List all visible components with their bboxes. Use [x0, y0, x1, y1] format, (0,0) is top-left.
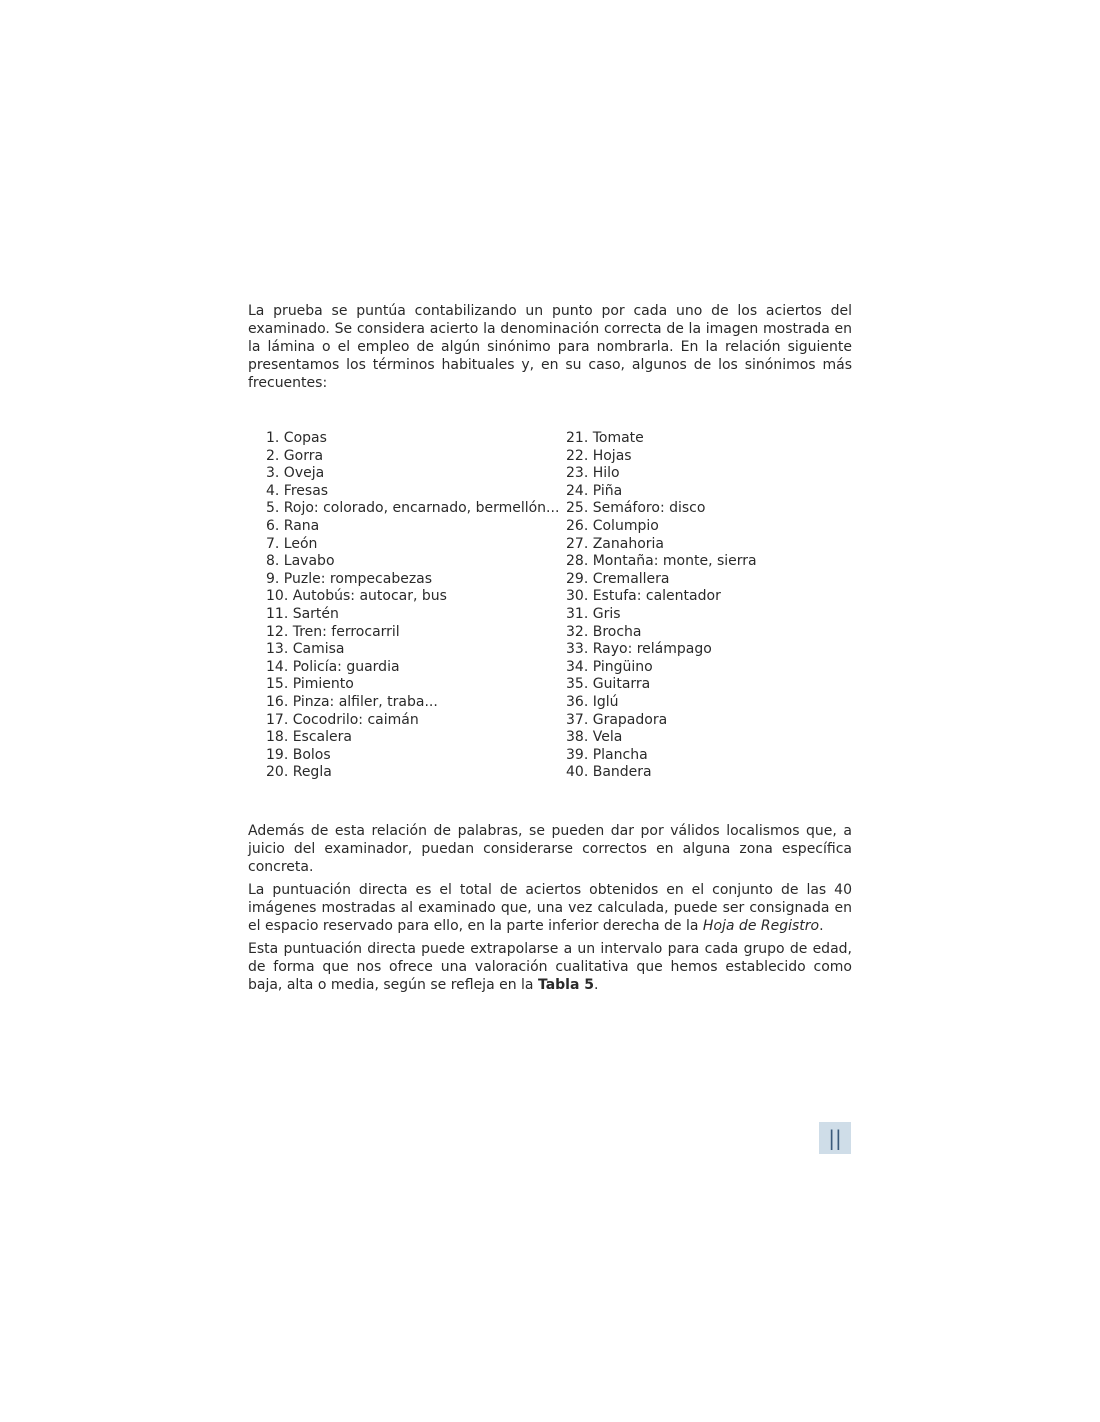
term-item: 5. Rojo: colorado, encarnado, bermellón...: [266, 500, 560, 517]
term-item: 28. Montaña: monte, sierra: [566, 553, 757, 570]
term-item: 2. Gorra: [266, 447, 324, 464]
intervalo-end: .: [594, 976, 599, 993]
page-number: ||: [828, 1126, 842, 1150]
term-item: 38. Vela: [566, 729, 623, 746]
term-item: 23. Hilo: [566, 465, 620, 482]
page-number-tab: [819, 1122, 851, 1154]
term-item: 9. Puzle: rompecabezas: [266, 570, 433, 587]
term-item: 7. León: [266, 535, 318, 552]
term-item: 11. Sartén: [266, 605, 339, 622]
puntuacion-paragraph: [248, 881, 852, 935]
term-item: 10. Autobús: autocar, bus: [266, 588, 447, 605]
term-item: 30. Estufa: calentador: [566, 588, 721, 605]
page-content: [248, 302, 852, 994]
term-item: 32. Brocha: [566, 623, 642, 640]
term-item: 19. Bolos: [266, 746, 331, 763]
intervalo-text: Esta puntuación directa puede extrapolarse a un intervalo para cada grupo de edad, de forma que nos ofrece una valoración cualitativa que hemos establecido como baja, alta o media, según se refleja en la: [248, 940, 852, 993]
term-item: 20. Regla: [266, 764, 332, 781]
puntuacion-end: .: [819, 917, 824, 934]
term-item: 29. Cremallera: [566, 570, 670, 587]
term-item: 8. Lavabo: [266, 553, 335, 570]
term-item: 40. Bandera: [566, 764, 652, 781]
term-item: 35. Guitarra: [566, 676, 651, 693]
term-item: 34. Pingüino: [566, 658, 653, 675]
term-item: 37. Grapadora: [566, 711, 668, 728]
localismos-paragraph: Además de esta relación de palabras, se pueden dar por válidos localismos que, a juicio del examinador, puedan considerarse correctos en alguna zona específica concreta.: [248, 822, 852, 875]
term-item: 12. Tren: ferrocarril: [266, 623, 400, 640]
term-item: 24. Piña: [566, 482, 623, 499]
terms-column-left: [266, 430, 566, 782]
term-item: 18. Escalera: [266, 729, 352, 746]
term-item: 33. Rayo: relámpago: [566, 641, 712, 658]
term-item: 22. Hojas: [566, 447, 632, 464]
term-item: 3. Oveja: [266, 465, 325, 482]
term-item: 31. Gris: [566, 605, 621, 622]
term-item: 21. Tomate: [566, 430, 644, 446]
term-item: 14. Policía: guardia: [266, 658, 400, 675]
term-item: 16. Pinza: alfiler, traba...: [266, 693, 438, 710]
term-item: 26. Columpio: [566, 517, 659, 534]
terms-column-right: [566, 430, 852, 782]
intro-paragraph: La prueba se puntúa contabilizando un punto por cada uno de los aciertos del examinado. Se considera acierto la denominación correcta de la imagen mostrada en la lámina o el empleo de algún sinónimo para nombrarla. En la relación siguiente presentamos los términos habituales y, en su caso, algunos de los sinónimos más frecuentes:: [248, 303, 852, 391]
term-item: 36. Iglú: [566, 693, 619, 710]
intervalo-paragraph: [248, 940, 852, 994]
term-item: 6. Rana: [266, 517, 320, 534]
term-item: 4. Fresas: [266, 482, 329, 499]
terms-list: [266, 430, 852, 782]
hoja-de-registro-ref: Hoja de Registro: [702, 917, 820, 934]
tabla-5-ref: Tabla 5: [537, 976, 595, 993]
term-item: 1. Copas: [266, 430, 327, 446]
term-item: 13. Camisa: [266, 641, 345, 658]
term-item: 17. Cocodrilo: caimán: [266, 711, 419, 728]
puntuacion-text: La puntuación directa es el total de aciertos obtenidos en el conjunto de las 40 imágenes mostradas al examinado que, una vez calculada, puede ser consignada en el espacio reservado para ello, en la parte inferior derecha de la: [248, 881, 852, 934]
term-item: 39. Plancha: [566, 746, 648, 763]
term-item: 27. Zanahoria: [566, 535, 664, 552]
term-item: 25. Semáforo: disco: [566, 500, 706, 517]
term-item: 15. Pimiento: [266, 676, 354, 693]
